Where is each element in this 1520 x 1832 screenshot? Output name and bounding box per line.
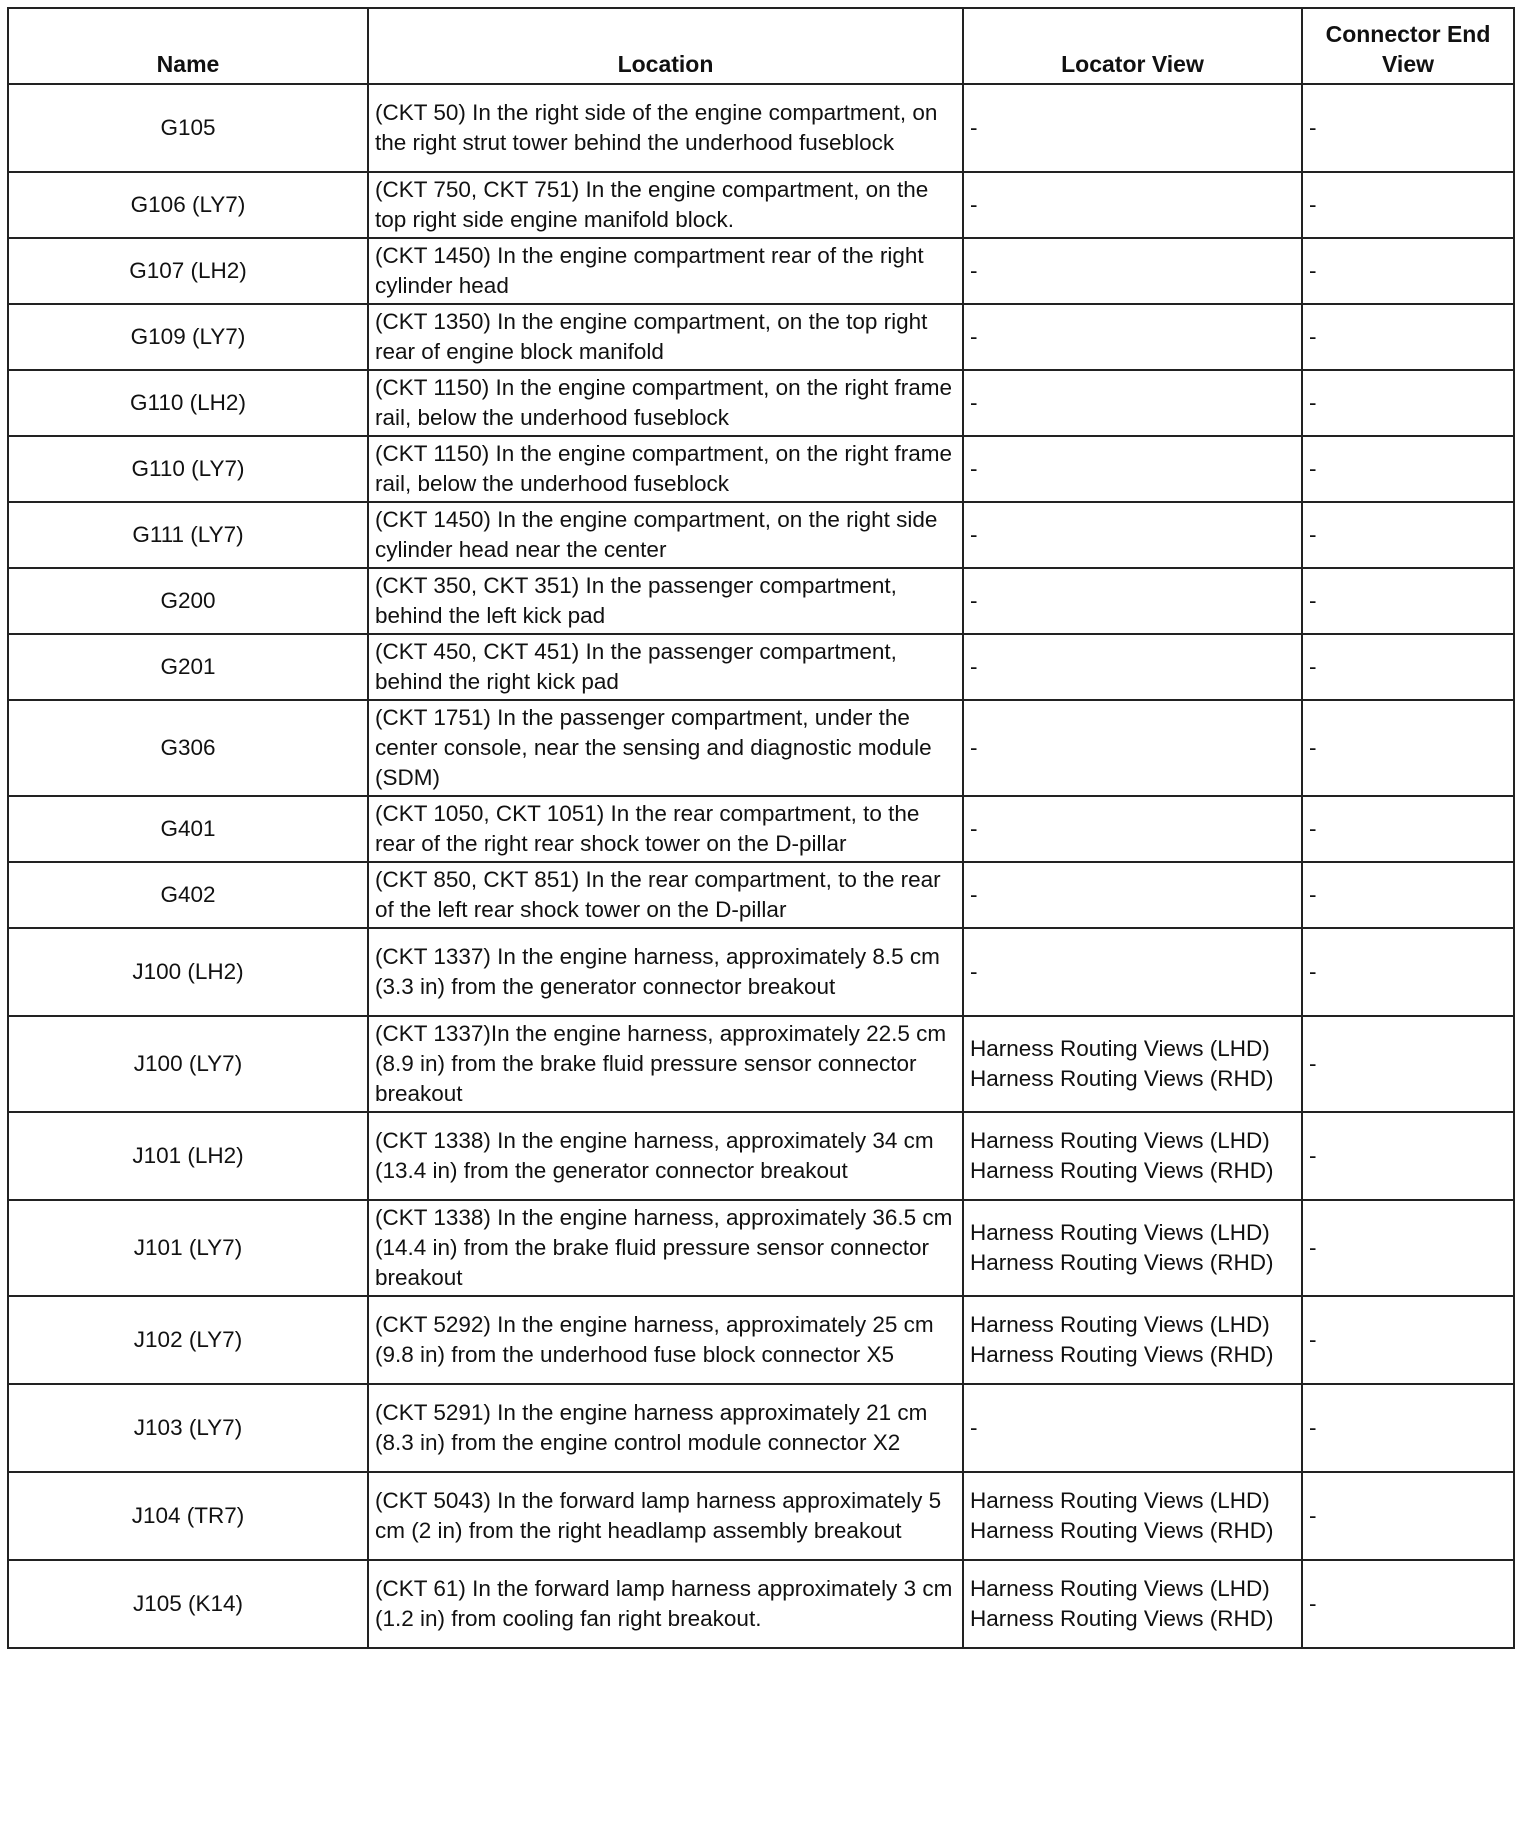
table-row: [8, 304, 1514, 370]
table-row: [8, 84, 1514, 172]
cell-locator-view: -: [963, 568, 1302, 634]
table-row: [8, 1296, 1514, 1384]
table-row: [8, 568, 1514, 634]
cell-location: (CKT 1337) In the engine harness, approximately 8.5 cm (3.3 in) from the generator connector breakout: [368, 928, 963, 1016]
cell-locator-view: -: [963, 172, 1302, 238]
cell-connector-end-view: -: [1302, 436, 1514, 502]
cell-connector-end-view: -: [1302, 862, 1514, 928]
cell-name: J101 (LH2): [8, 1112, 368, 1200]
cell-location: (CKT 1337)In the engine harness, approximately 22.5 cm (8.9 in) from the brake fluid pressure sensor connector breakout: [368, 1016, 963, 1112]
cell-location: (CKT 1350) In the engine compartment, on the top right rear of engine block manifold: [368, 304, 963, 370]
header-location: Location: [368, 8, 963, 84]
cell-name: G201: [8, 634, 368, 700]
cell-name: G110 (LH2): [8, 370, 368, 436]
table-body: [8, 84, 1514, 1648]
table-row: [8, 172, 1514, 238]
cell-locator-view: -: [963, 700, 1302, 796]
cell-location: (CKT 1050, CKT 1051) In the rear compartment, to the rear of the right rear shock tower on the D-pillar: [368, 796, 963, 862]
cell-locator-view: Harness Routing Views (LHD) Harness Routing Views (RHD): [963, 1296, 1302, 1384]
cell-locator-view: -: [963, 928, 1302, 1016]
cell-connector-end-view: -: [1302, 304, 1514, 370]
component-locations-table: [7, 7, 1515, 1649]
cell-connector-end-view: -: [1302, 502, 1514, 568]
cell-locator-view: -: [963, 796, 1302, 862]
cell-name: G107 (LH2): [8, 238, 368, 304]
cell-locator-view: Harness Routing Views (LHD) Harness Routing Views (RHD): [963, 1472, 1302, 1560]
cell-name: J105 (K14): [8, 1560, 368, 1648]
cell-connector-end-view: -: [1302, 568, 1514, 634]
cell-locator-view: -: [963, 436, 1302, 502]
cell-connector-end-view: -: [1302, 1112, 1514, 1200]
cell-name: J100 (LH2): [8, 928, 368, 1016]
table-row: [8, 862, 1514, 928]
cell-locator-view: -: [963, 304, 1302, 370]
cell-locator-view: -: [963, 370, 1302, 436]
table-row: [8, 634, 1514, 700]
cell-locator-view: Harness Routing Views (LHD) Harness Routing Views (RHD): [963, 1112, 1302, 1200]
cell-connector-end-view: -: [1302, 238, 1514, 304]
cell-name: J104 (TR7): [8, 1472, 368, 1560]
cell-location: (CKT 1450) In the engine compartment rear of the right cylinder head: [368, 238, 963, 304]
cell-locator-view: Harness Routing Views (LHD) Harness Routing Views (RHD): [963, 1560, 1302, 1648]
header-row: [8, 8, 1514, 84]
cell-name: J101 (LY7): [8, 1200, 368, 1296]
cell-name: G306: [8, 700, 368, 796]
cell-name: J103 (LY7): [8, 1384, 368, 1472]
cell-locator-view: Harness Routing Views (LHD) Harness Routing Views (RHD): [963, 1016, 1302, 1112]
table-row: [8, 370, 1514, 436]
table-row: [8, 796, 1514, 862]
table-row: [8, 502, 1514, 568]
table-row: [8, 1472, 1514, 1560]
cell-location: (CKT 1150) In the engine compartment, on the right frame rail, below the underhood fuseblock: [368, 370, 963, 436]
cell-location: (CKT 1751) In the passenger compartment, under the center console, near the sensing and diagnostic module (SDM): [368, 700, 963, 796]
cell-locator-view: -: [963, 238, 1302, 304]
table-row: [8, 700, 1514, 796]
cell-name: G401: [8, 796, 368, 862]
cell-connector-end-view: -: [1302, 928, 1514, 1016]
header-locator-view: Locator View: [963, 8, 1302, 84]
cell-name: G200: [8, 568, 368, 634]
cell-connector-end-view: -: [1302, 1200, 1514, 1296]
cell-location: (CKT 850, CKT 851) In the rear compartment, to the rear of the left rear shock tower on the D-pillar: [368, 862, 963, 928]
cell-name: J102 (LY7): [8, 1296, 368, 1384]
cell-connector-end-view: -: [1302, 1016, 1514, 1112]
cell-locator-view: -: [963, 634, 1302, 700]
table-row: [8, 1200, 1514, 1296]
cell-location: (CKT 61) In the forward lamp harness approximately 3 cm (1.2 in) from cooling fan right breakout.: [368, 1560, 963, 1648]
cell-locator-view: -: [963, 84, 1302, 172]
cell-location: (CKT 1450) In the engine compartment, on the right side cylinder head near the center: [368, 502, 963, 568]
cell-location: (CKT 1150) In the engine compartment, on the right frame rail, below the underhood fuseblock: [368, 436, 963, 502]
cell-name: G110 (LY7): [8, 436, 368, 502]
cell-connector-end-view: -: [1302, 634, 1514, 700]
table-row: [8, 1112, 1514, 1200]
table-row: [8, 1016, 1514, 1112]
header-connector-end-view: Connector End View: [1302, 8, 1514, 84]
cell-location: (CKT 50) In the right side of the engine compartment, on the right strut tower behind the underhood fuseblock: [368, 84, 963, 172]
cell-connector-end-view: -: [1302, 1560, 1514, 1648]
cell-location: (CKT 5043) In the forward lamp harness approximately 5 cm (2 in) from the right headlamp assembly breakout: [368, 1472, 963, 1560]
table-row: [8, 1560, 1514, 1648]
cell-location: (CKT 450, CKT 451) In the passenger compartment, behind the right kick pad: [368, 634, 963, 700]
table-row: [8, 238, 1514, 304]
cell-connector-end-view: -: [1302, 1384, 1514, 1472]
cell-name: G109 (LY7): [8, 304, 368, 370]
cell-connector-end-view: -: [1302, 1296, 1514, 1384]
cell-connector-end-view: -: [1302, 172, 1514, 238]
cell-name: G111 (LY7): [8, 502, 368, 568]
header-name: Name: [8, 8, 368, 84]
cell-name: G106 (LY7): [8, 172, 368, 238]
table-row: [8, 1384, 1514, 1472]
cell-name: G105: [8, 84, 368, 172]
cell-connector-end-view: -: [1302, 84, 1514, 172]
cell-locator-view: -: [963, 862, 1302, 928]
cell-location: (CKT 750, CKT 751) In the engine compartment, on the top right side engine manifold block.: [368, 172, 963, 238]
cell-location: (CKT 1338) In the engine harness, approximately 34 cm (13.4 in) from the generator connector breakout: [368, 1112, 963, 1200]
cell-connector-end-view: -: [1302, 1472, 1514, 1560]
cell-location: (CKT 350, CKT 351) In the passenger compartment, behind the left kick pad: [368, 568, 963, 634]
cell-locator-view: -: [963, 1384, 1302, 1472]
cell-name: G402: [8, 862, 368, 928]
cell-locator-view: -: [963, 502, 1302, 568]
cell-location: (CKT 5291) In the engine harness approximately 21 cm (8.3 in) from the engine control module connector X2: [368, 1384, 963, 1472]
cell-connector-end-view: -: [1302, 700, 1514, 796]
cell-connector-end-view: -: [1302, 370, 1514, 436]
cell-location: (CKT 5292) In the engine harness, approximately 25 cm (9.8 in) from the underhood fuse block connector X5: [368, 1296, 963, 1384]
table-row: [8, 928, 1514, 1016]
table-row: [8, 436, 1514, 502]
cell-location: (CKT 1338) In the engine harness, approximately 36.5 cm (14.4 in) from the brake fluid pressure sensor connector breakout: [368, 1200, 963, 1296]
cell-locator-view: Harness Routing Views (LHD) Harness Routing Views (RHD): [963, 1200, 1302, 1296]
cell-connector-end-view: -: [1302, 796, 1514, 862]
cell-name: J100 (LY7): [8, 1016, 368, 1112]
